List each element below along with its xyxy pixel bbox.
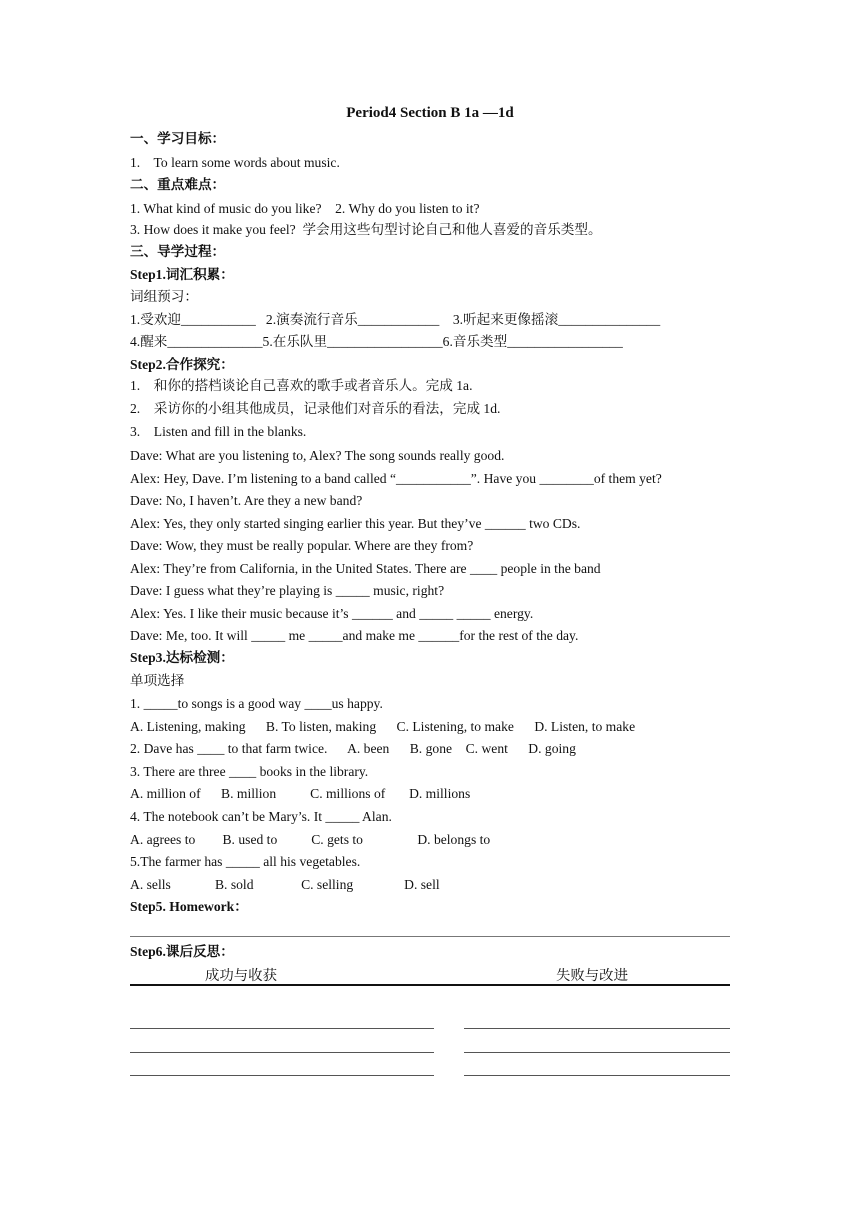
section-heading-goals: 一、学习目标： xyxy=(130,131,226,146)
table-header-rule xyxy=(130,984,730,986)
question-line: 5.The farmer has _____ all his vegetables. xyxy=(130,854,361,869)
question-line: 2. Dave has ____ to that farm twice. A. been B. gone C. went D. going xyxy=(130,741,576,756)
goal-item: 1. To learn some words about music. xyxy=(130,155,340,170)
options-line: A. agrees to B. used to C. gets to D. belongs to xyxy=(130,832,491,847)
section-heading-key-points: 二、重点难点： xyxy=(130,177,226,192)
question-line: 4. The notebook can’t be Mary’s. It _____ Alan. xyxy=(130,809,392,824)
answer-line xyxy=(464,1052,730,1053)
dialogue-line: Dave: What are you listening to, Alex? The song sounds really good. xyxy=(130,448,505,463)
text-line: 单项选择 xyxy=(130,673,185,688)
vocab-line: 1.受欢迎___________ 2.演奏流行音乐____________ 3.听起来更像摇滚_______________ xyxy=(130,312,661,327)
answer-line xyxy=(130,1052,434,1053)
key-point-line: 1. What kind of music do you like? 2. Why do you listen to it? xyxy=(130,201,480,216)
answer-line xyxy=(464,1075,730,1076)
homework-rule xyxy=(130,936,730,937)
step-heading: Step3.达标检测： xyxy=(130,650,234,665)
task-item: 3. Listen and fill in the blanks. xyxy=(130,424,307,439)
question-line: 3. There are three ____ books in the library. xyxy=(130,764,369,779)
key-point-line: 3. How does it make you feel? 学会用这些句型讨论自己和他人喜爱的音乐类型。 xyxy=(130,222,602,237)
step-heading: Step5. Homework： xyxy=(130,899,248,914)
step-heading: Step2.合作探究： xyxy=(130,357,234,372)
column-header-improvements: 失败与改进 xyxy=(556,968,628,984)
options-line: A. Listening, making B. To listen, making C. Listening, to make D. Listen, to make xyxy=(130,719,636,734)
page-title: Period4 Section B 1a —1d xyxy=(346,105,514,121)
text-line: 词组预习： xyxy=(130,289,198,304)
task-item: 2. 采访你的小组其他成员，记录他们对音乐的看法，完成 1d. xyxy=(130,401,501,416)
dialogue-line: Dave: Me, too. It will _____ me _____and make me ______for the rest of the day. xyxy=(130,628,579,643)
dialogue-line: Dave: No, I haven’t. Are they a new band? xyxy=(130,493,363,508)
options-line: A. million of B. million C. millions of D. millions xyxy=(130,786,471,801)
step-heading: Step6.课后反思： xyxy=(130,944,234,959)
dialogue-line: Alex: Yes, they only started singing earlier this year. But they’ve ______ two CDs. xyxy=(130,516,581,531)
question-line: 1. _____to songs is a good way ____us happy. xyxy=(130,696,383,711)
section-heading-process: 三、导学过程： xyxy=(130,244,226,259)
step-heading: Step1.词汇积累： xyxy=(130,267,234,282)
column-header-gains: 成功与收获 xyxy=(205,968,277,984)
dialogue-line: Alex: They’re from California, in the United States. There are ____ people in the band xyxy=(130,561,601,576)
dialogue-line: Alex: Yes. I like their music because it’s ______ and _____ _____ energy. xyxy=(130,606,534,621)
dialogue-line: Dave: Wow, they must be really popular. Where are they from? xyxy=(130,538,474,553)
answer-line xyxy=(464,1028,730,1029)
vocab-line: 4.醒来______________5.在乐队里_________________6.音乐类型_________________ xyxy=(130,334,623,349)
answer-line xyxy=(130,1028,434,1029)
answer-line xyxy=(130,1075,434,1076)
dialogue-line: Alex: Hey, Dave. I’m listening to a band called “___________”. Have you ________of them yet? xyxy=(130,471,662,486)
dialogue-line: Dave: I guess what they’re playing is _____ music, right? xyxy=(130,583,445,598)
options-line: A. sells B. sold C. selling D. sell xyxy=(130,877,440,892)
task-item: 1. 和你的搭档谈论自己喜欢的歌手或者音乐人。完成 1a. xyxy=(130,378,473,393)
